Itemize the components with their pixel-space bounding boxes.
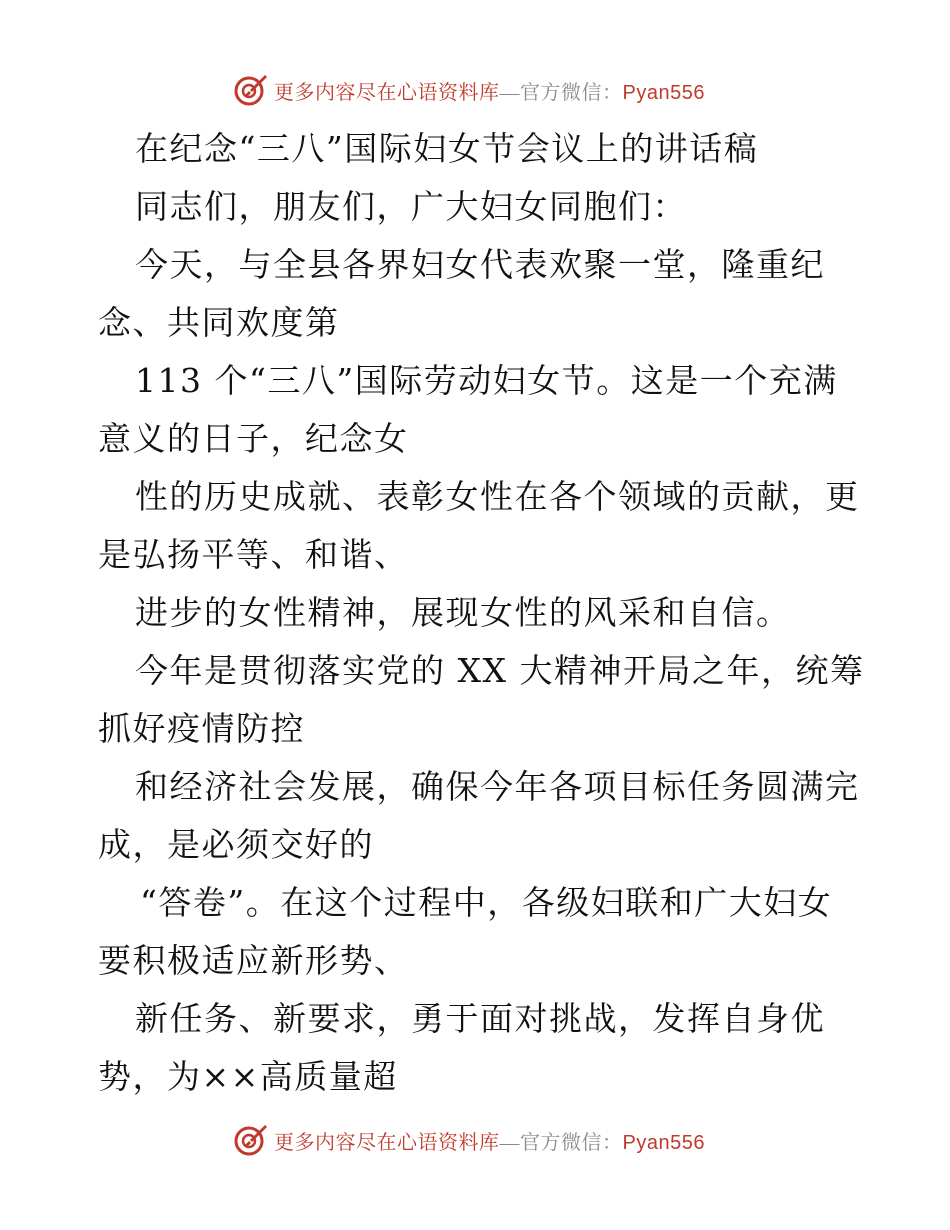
- paragraph-line: 性的历史成就、表彰女性在各个领域的贡献，更: [135, 477, 860, 516]
- footer-wechat-id: Pyan556: [622, 1131, 705, 1154]
- paragraph-line: 是弘扬平等、和谐、: [98, 535, 409, 574]
- paragraph-line: 新任务、新要求，勇于面对挑战，发挥自身优: [135, 999, 825, 1038]
- pen-logo-icon: [232, 72, 268, 108]
- footer-banner: [232, 1120, 792, 1160]
- paragraph-line: 进步的女性精神，展现女性的风采和自信。: [135, 593, 791, 632]
- header-brand-text: [274, 76, 705, 105]
- pen-logo-icon: [232, 1122, 268, 1158]
- footer-brand-text: [274, 1126, 705, 1155]
- paragraph-line: 113 个“三八”国际劳动妇女节。这是一个充满: [135, 361, 838, 400]
- paragraph-line: “答卷”。在这个过程中，各级妇联和广大妇女: [140, 883, 833, 922]
- document-title: 在纪念“三八”国际妇女节会议上的讲话稿: [135, 129, 759, 168]
- header-wechat-label: 官方微信：: [520, 79, 623, 104]
- header-dash: —: [499, 81, 520, 104]
- header-banner: [232, 70, 792, 110]
- document-body: [98, 120, 865, 1106]
- paragraph-line: 意义的日子，纪念女: [98, 419, 409, 458]
- paragraph-line: 抓好疫情防控: [98, 709, 305, 748]
- footer-wechat-label: 官方微信：: [520, 1129, 623, 1154]
- salutation: 同志们，朋友们，广大妇女同胞们：: [135, 187, 687, 226]
- paragraph-line: 要积极适应新形势、: [98, 941, 409, 980]
- header-wechat-id: Pyan556: [622, 81, 705, 104]
- paragraph-line: 势，为××高质量超: [98, 1057, 398, 1096]
- paragraph-line: 今天，与全县各界妇女代表欢聚一堂，隆重纪: [135, 245, 825, 284]
- footer-brand: 更多内容尽在心语资料库: [274, 1129, 500, 1154]
- header-brand: 更多内容尽在心语资料库: [274, 79, 500, 104]
- paragraph-line: 今年是贯彻落实党的 XX 大精神开局之年，统筹: [135, 651, 865, 690]
- paragraph-line: 成，是必须交好的: [98, 825, 374, 864]
- footer-dash: —: [499, 1131, 520, 1154]
- paragraph-line: 和经济社会发展，确保今年各项目标任务圆满完: [135, 767, 860, 806]
- paragraph-line: 念、共同欢度第: [98, 303, 340, 342]
